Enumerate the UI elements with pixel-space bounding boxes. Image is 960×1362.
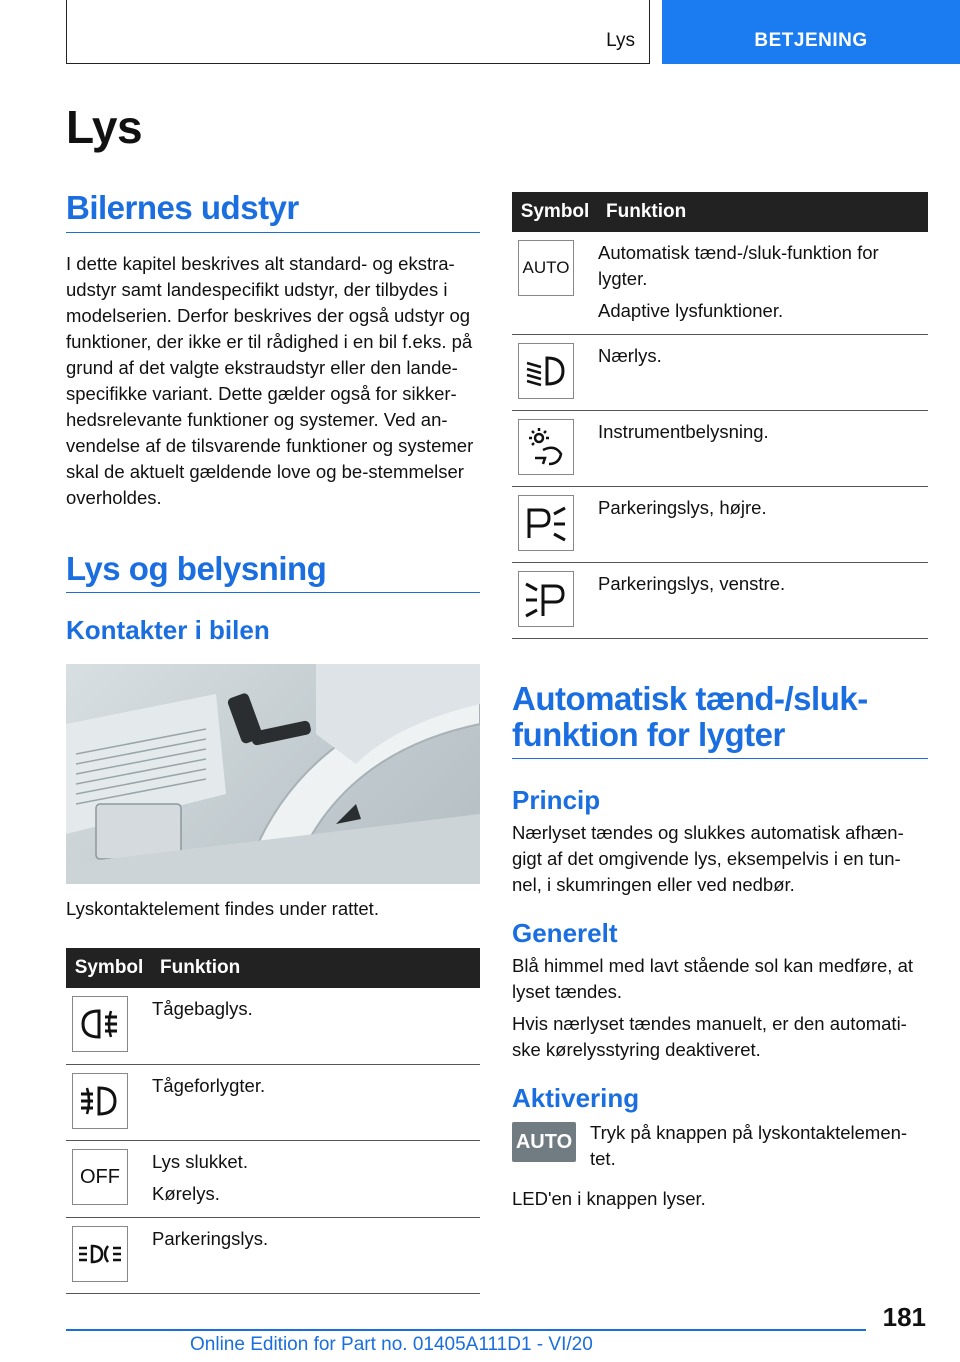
table-row: [66, 988, 480, 1064]
aktivering-paragraph: Tryk på knappen på lyskontaktelemen-tet.: [590, 1122, 908, 1170]
header-section-label: Lys: [606, 30, 635, 51]
col-header-symbol: Symbol: [66, 948, 152, 988]
function-text: Tågebaglys.: [152, 998, 253, 1020]
heading-generelt: Generelt: [512, 918, 618, 949]
footer-divider: [66, 1329, 866, 1331]
led-paragraph: LED'en i knappen lyser.: [512, 1188, 706, 1210]
intro-paragraph: I dette kapitel beskrives alt standard- og ekstra-udstyr samt landespecifikt udstyr, der tilbydes i modelserien. Derfor beskrives der også udstyr og funktioner, der ikke er til rådighed i en bil f.eks. på grund af det valgte ekstraudstyr eller den lande-specifikke variant. Dette gælder også for sikker-hedsrelevante funktioner og systemer. Ved an-vendelse af de tilsvarende funktioner og systemer skal de aktuelt gældende love og be-stemmelser overholdes.: [66, 252, 474, 508]
parking-light-left-icon: [518, 571, 574, 627]
table-row: [512, 232, 928, 335]
page-number: 181: [882, 1302, 926, 1332]
header-chapter-label: BETJENING: [754, 30, 868, 51]
table-row: [66, 1140, 480, 1217]
off-icon: OFF: [72, 1149, 128, 1205]
footer-edition: Online Edition for Part no. 01405A111D1 - VI/20: [190, 1334, 593, 1355]
right-column: [512, 192, 928, 1212]
parking-light-icon: [72, 1226, 128, 1282]
function-text: Parkeringslys, højre.: [598, 497, 767, 518]
generelt-paragraph-1: Blå himmel med lavt stående sol kan medføre, at lyset tændes.: [512, 955, 914, 1003]
princip-paragraph: Nærlyset tændes og slukkes automatisk afhæn-gigt af det omgivende lys, eksempelvis i en tun-nel, i skumringen eller ved nedbør.: [512, 822, 904, 896]
rear-fog-light-icon: [72, 996, 128, 1052]
page-title: Lys: [66, 101, 143, 153]
instrument-lighting-icon: [518, 419, 574, 475]
low-beam-icon: [518, 343, 574, 399]
function-text: Automatisk tænd-/sluk-funktion for lygter.: [598, 242, 879, 289]
parking-light-right-icon: [518, 495, 574, 551]
function-text: Lys slukket.: [152, 1150, 248, 1172]
function-text: Instrumentbelysning.: [598, 421, 769, 442]
header-chapter-tab[interactable]: [662, 0, 960, 64]
col-header-function: Funktion: [598, 192, 928, 232]
function-text: Parkeringslys.: [152, 1227, 269, 1249]
header-section-box: [66, 0, 650, 64]
symbol-table-right: [512, 192, 928, 639]
col-header-symbol: Symbol: [512, 192, 598, 232]
table-row: [512, 563, 928, 639]
photo-caption: Lyskontaktelement findes under rattet.: [66, 898, 379, 920]
heading-kontakter: Kontakter i bilen: [66, 615, 270, 646]
symbol-table-left: [66, 948, 480, 1294]
left-column: [66, 190, 480, 1294]
heading-bilernes-udstyr: Bilernes udstyr: [66, 190, 480, 233]
col-header-function: Funktion: [152, 948, 480, 988]
function-text: Nærlys.: [598, 345, 662, 366]
cockpit-illustration: [66, 664, 480, 884]
table-row: [66, 1217, 480, 1293]
cockpit-photo: [66, 664, 480, 884]
function-text: Parkeringslys, venstre.: [598, 573, 786, 594]
auto-icon: AUTO: [518, 240, 574, 296]
table-row: [512, 335, 928, 411]
table-row: [512, 487, 928, 563]
heading-lys-og-belysning: Lys og belysning: [66, 551, 480, 594]
table-row: [512, 411, 928, 487]
heading-auto-light: Automatisk tænd-/sluk-funktion for lygter: [512, 681, 928, 759]
heading-princip: Princip: [512, 785, 601, 816]
generelt-paragraph-2: Hvis nærlyset tændes manuelt, er den automati-ske kørelysstyring deaktiveret.: [512, 1013, 907, 1061]
table-row: [66, 1064, 480, 1140]
function-text: Adaptive lysfunktioner.: [598, 300, 784, 321]
heading-aktivering: Aktivering: [512, 1083, 640, 1114]
aktivering-row: [512, 1122, 928, 1172]
auto-button-icon: AUTO: [512, 1122, 576, 1162]
function-text: Tågeforlygter.: [152, 1074, 266, 1096]
function-text: Kørelys.: [152, 1182, 220, 1204]
front-fog-light-icon: [72, 1073, 128, 1129]
